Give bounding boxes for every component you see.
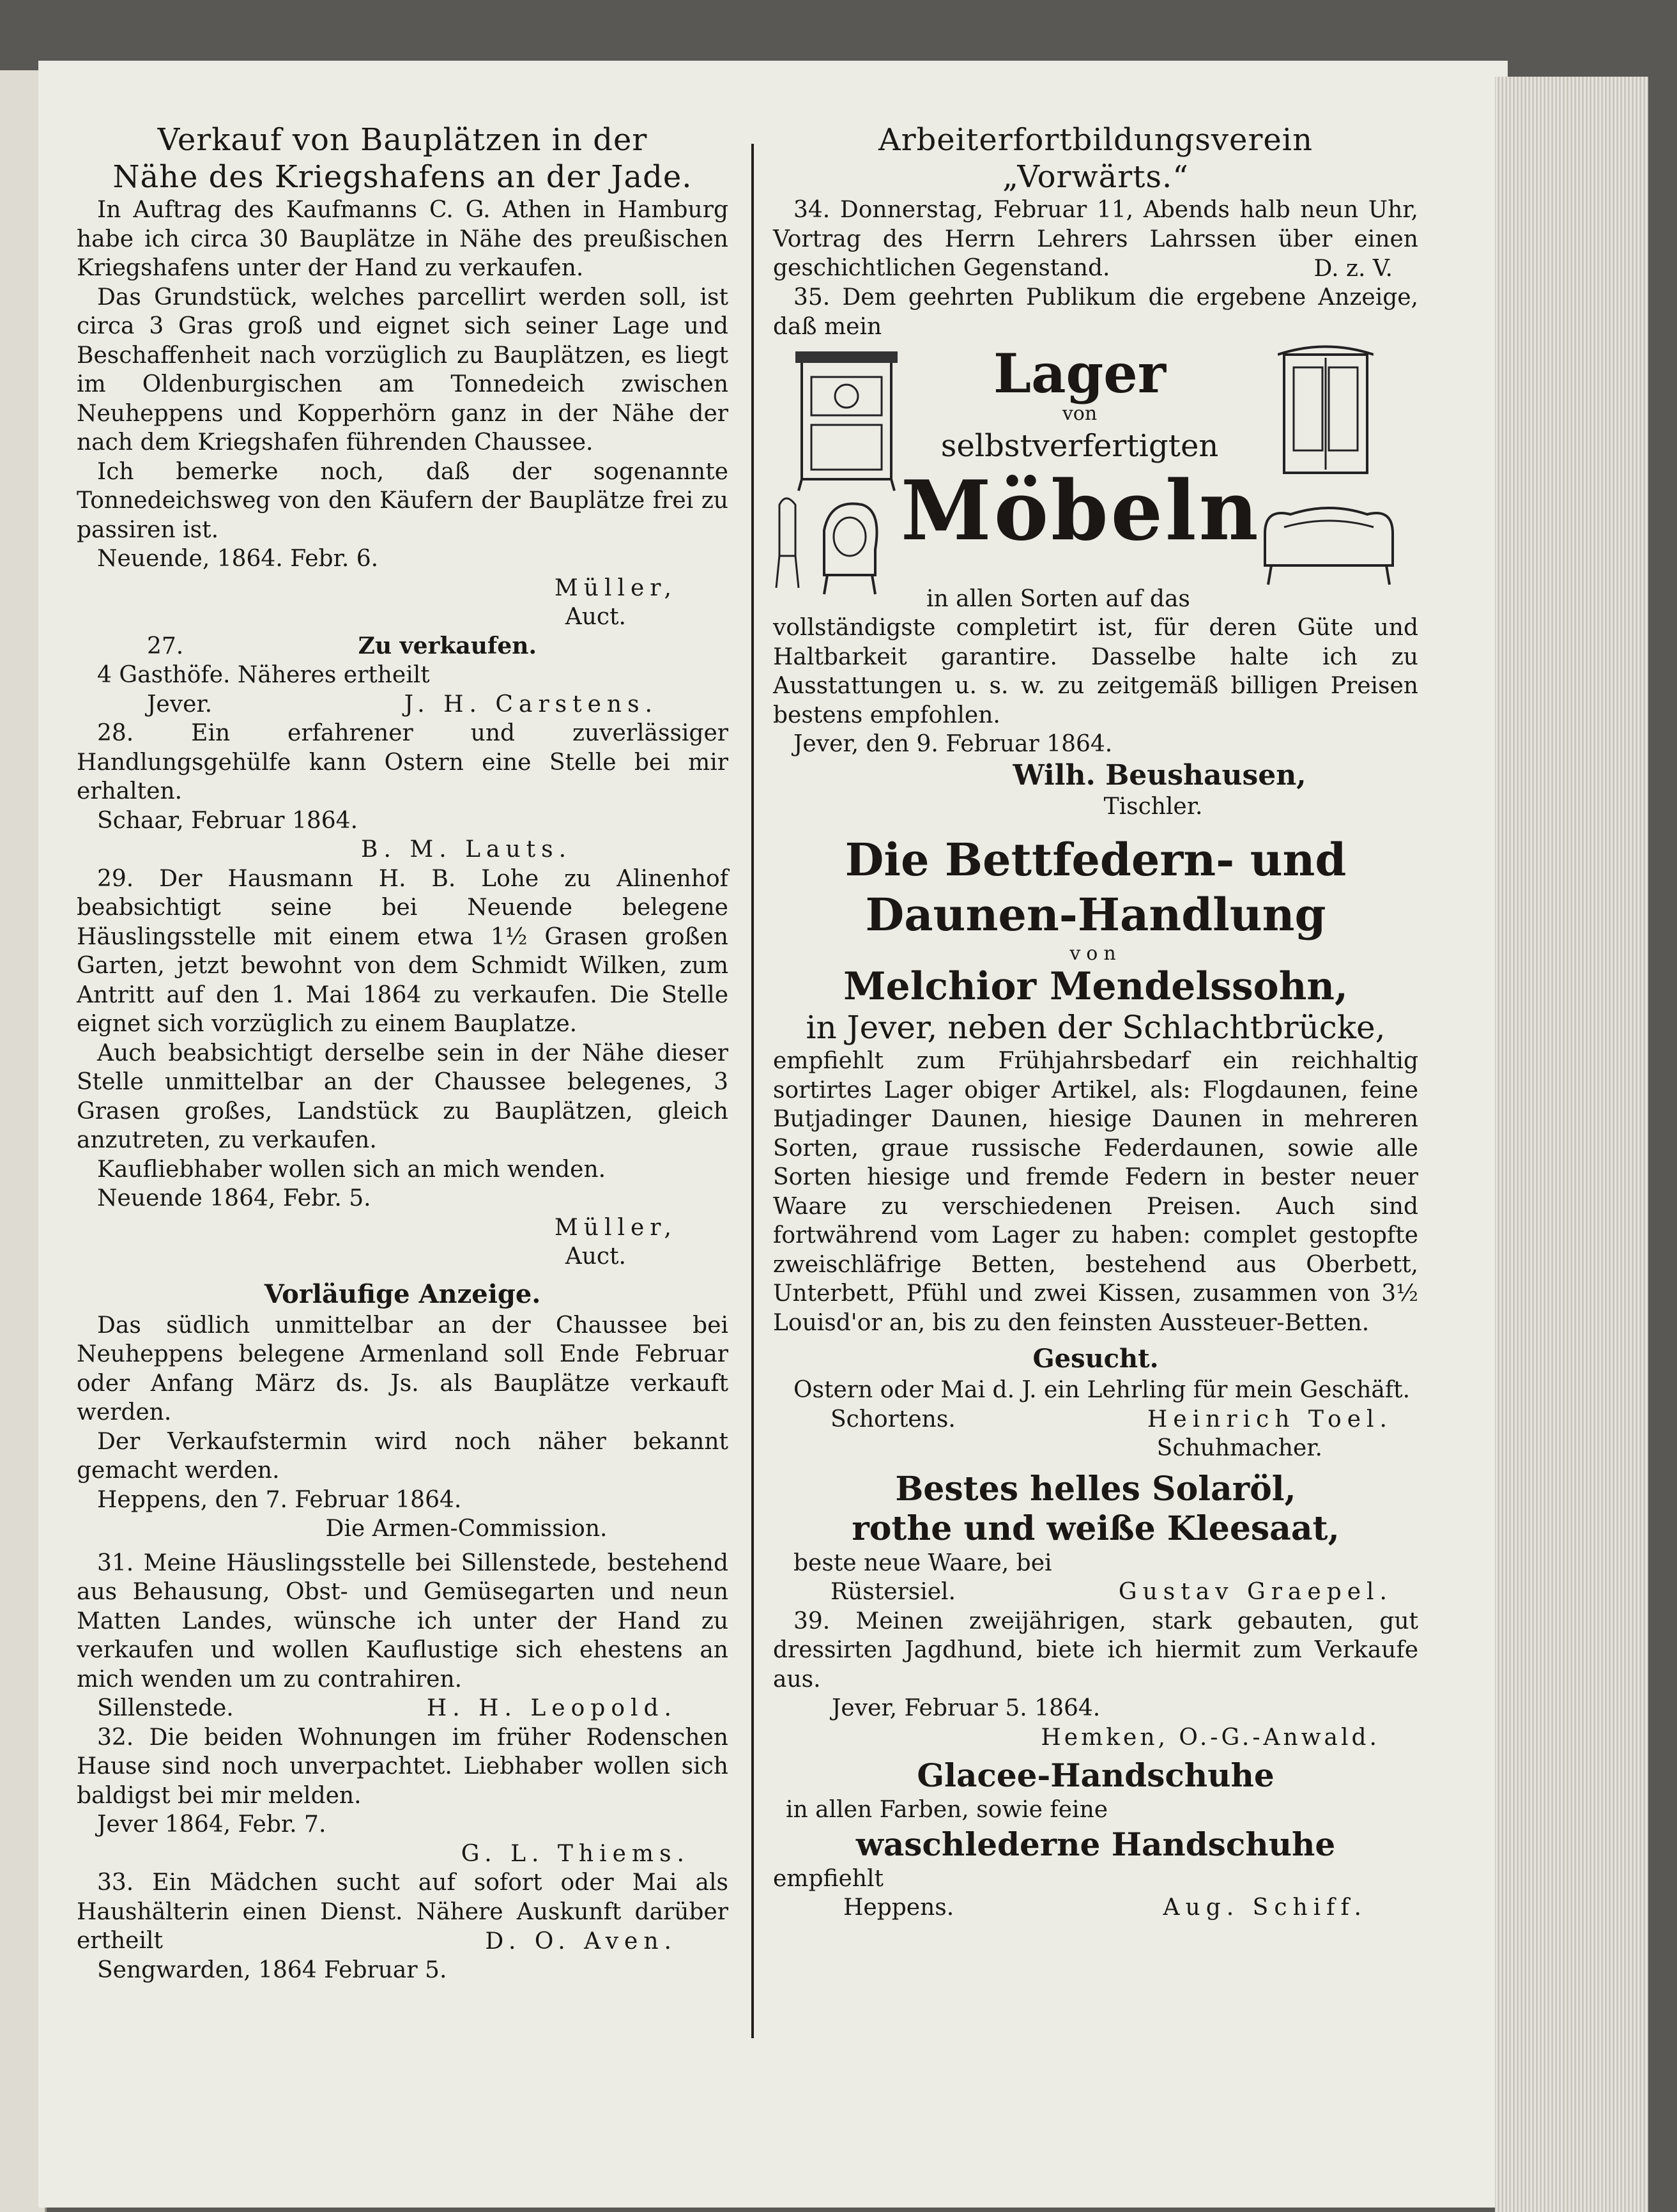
left-column bbox=[77, 121, 728, 1985]
dateline: Heppens, den 7. Februar 1864. bbox=[97, 1486, 462, 1513]
paragraph: Auch beabsichtigt derselbe sein in der Nähe dieser Stelle unmittelbar an der Chaussee belegenes, 3 Grasen großes, Landstück zu Bauplätzen, gleich anzutreten, zu verkaufen. bbox=[77, 1040, 728, 1153]
signature: J. H. Carstens. bbox=[404, 691, 658, 718]
paragraph: Kaufliebhaber wollen sich an mich wenden. bbox=[97, 1156, 606, 1183]
signature: Müller, bbox=[554, 574, 677, 601]
signature: Gustav Graepel. bbox=[1118, 1579, 1393, 1605]
paragraph: Ich bemerke noch, daß der sogenannte Tonnedeichsweg von den Käufern der Bauplätze frei zu passiren ist. bbox=[77, 458, 728, 543]
signature: Aug. Schiff. bbox=[1163, 1894, 1367, 1921]
ad-heading: Zu verkaufen. bbox=[358, 632, 537, 659]
place: Heppens. bbox=[843, 1894, 954, 1921]
cabinet-illustration bbox=[792, 351, 901, 492]
signature: Heinrich Toel. bbox=[1147, 1406, 1393, 1432]
heading-bauplaetze-2: Nähe des Kriegshafens an der Jade. bbox=[112, 159, 693, 195]
paragraph: empfiehlt zum Frühjahrsbedarf ein reichhaltig sortirtes Lager obiger Artikel, als: Flogdaunen, feine Butjadinger Daunen, hiesige Daunen in mehreren Sorten, graue russische Federdaunen, sowie alle Sorten hiesige und fremde Federn in bester neuer Waare zu verschiedenen Preisen. Auch sind fortwährend vom Lager zu haben: complet gestopfte zweischläfrige Betten, bestehend aus Oberbett, Unterbett, Pfühl und zwei Kissen, zusammen von 3½ Louisd'or an, bis zu den feinsten Aussteuer-Betten. bbox=[773, 1048, 1418, 1336]
ad-27-header bbox=[77, 632, 728, 661]
signature-line bbox=[773, 1893, 1418, 1923]
signature: G. L. Thiems. bbox=[461, 1840, 690, 1867]
paragraph: Der Verkaufstermin wird noch näher bekannt gemacht werden. bbox=[77, 1428, 728, 1484]
heading-kleesaat: rothe und weiße Kleesaat, bbox=[852, 1509, 1340, 1548]
ad-von: von bbox=[1062, 403, 1098, 425]
signature-title: Auct. bbox=[565, 1243, 626, 1270]
place: Jever. bbox=[147, 691, 213, 718]
signature-title: Schuhmacher. bbox=[1156, 1435, 1322, 1461]
signature: D. O. Aven. bbox=[485, 1928, 677, 1955]
paragraph: 33. Ein Mädchen sucht auf sofort oder Mai als Haushälterin einen Dienst. Nähere Auskunft darüber ertheilt bbox=[77, 1870, 728, 1954]
paragraph: 34. Donnerstag, Februar 11, Abends halb neun Uhr, Vortrag des Herrn Lehrers Lahrssen über einen geschichtlichen Gegenstand. bbox=[773, 197, 1418, 281]
heading-bettfedern: Die Bettfedern- und bbox=[845, 833, 1347, 886]
dateline: Neuende, 1864. Febr. 6. bbox=[97, 546, 379, 572]
heading-vorlaeufige-anzeige: Vorläufige Anzeige. bbox=[264, 1279, 541, 1309]
heading-gesucht: Gesucht. bbox=[1032, 1344, 1159, 1374]
place: Rüstersiel. bbox=[831, 1579, 956, 1605]
signature: Die Armen-Commission. bbox=[325, 1516, 608, 1542]
ad-selbstverfertigten: selbstverfertigten bbox=[940, 428, 1219, 464]
signature: B. M. Lauts. bbox=[360, 836, 572, 863]
merchant-name: Melchior Mendelssohn, bbox=[843, 964, 1348, 1009]
heading-waschlederne: waschlederne Handschuhe bbox=[855, 1825, 1336, 1863]
heading-bauplaetze-1: Verkauf von Bauplätzen in der bbox=[157, 122, 648, 158]
heading-solaroel: Bestes helles Solaröl, bbox=[895, 1469, 1296, 1509]
paragraph: 28. Ein erfahrener und zuverlässiger Handlungsgehülfe kann Ostern eine Stelle bei mir erhalten. bbox=[77, 720, 728, 804]
ad-number: 27. bbox=[147, 633, 184, 659]
paragraph: 29. Der Hausmann H. B. Lohe zu Alinenhof beabsichtigt seine bei Neuende belegene Häuslingsstelle mit einem etwa 1½ Grasen großen Garten, jetzt bewohnt von dem Schmidt Wilken, zum Antritt auf den 1. Mai 1864 zu verkaufen. Die Stelle eignet sich vorzüglich zu einem Bauplatze. bbox=[77, 865, 728, 1037]
signature-title: Tischler. bbox=[1103, 793, 1203, 820]
right-column bbox=[773, 121, 1418, 1923]
signature-line bbox=[773, 1578, 1418, 1607]
wardrobe-illustration bbox=[1278, 345, 1374, 479]
chairs-illustration bbox=[773, 492, 901, 601]
ad-sorten: in allen Sorten auf das bbox=[926, 586, 1190, 612]
paragraph: Das südlich unmittelbar an der Chaussee bei Neuheppens belegene Armenland soll Ende Februar oder Anfang März ds. Js. als Bauplätze verkauft werden. bbox=[77, 1312, 728, 1425]
paragraph: 32. Die beiden Wohnungen im früher Rodenschen Hause sind noch unverpachtet. Liebhaber wollen sich baldigst bei mir melden. bbox=[77, 1724, 728, 1809]
paragraph: 31. Meine Häuslingsstelle bei Sillenstede, bestehend aus Behausung, Obst- und Gemüsegarten und neun Matten Landes, wünsche ich unter der Hand zu verkaufen und wollen Kauflustige sich ehestens an mich wenden um zu contrahiren. bbox=[77, 1549, 728, 1693]
paragraph: in allen Farben, sowie feine bbox=[786, 1797, 1108, 1823]
text-von: von bbox=[1069, 942, 1122, 965]
signature: D. z. V. bbox=[1313, 255, 1393, 282]
paragraph: 4 Gasthöfe. Näheres ertheilt bbox=[97, 662, 430, 688]
signature-line bbox=[77, 1694, 728, 1723]
signature-line bbox=[773, 1405, 1418, 1434]
sofa-illustration bbox=[1259, 502, 1399, 591]
signature: Müller, bbox=[554, 1214, 677, 1241]
paragraph: In Auftrag des Kaufmanns C. G. Athen in Hamburg habe ich circa 30 Bauplätze in Nähe des preußischen Kriegshafens unter der Hand zu verkaufen. bbox=[77, 197, 728, 281]
signature: Wilh. Beushausen, bbox=[1013, 758, 1306, 792]
place: Schortens. bbox=[831, 1406, 956, 1432]
paragraph: 39. Meinen zweijährigen, stark gebauten, gut dressirten Jagdhund, biete ich hiermit zum Verkaufe aus. bbox=[773, 1608, 1418, 1693]
heading-daunen-handlung: Daunen-Handlung bbox=[865, 888, 1326, 941]
paragraph: beste neue Waare, bei bbox=[793, 1549, 1052, 1576]
paragraph: Ostern oder Mai d. J. ein Lehrling für mein Geschäft. bbox=[793, 1377, 1411, 1403]
paragraph: vollständigste completirt ist, für deren Güte und Haltbarkeit garantire. Dasselbe halte ich zu Ausstattungen u. s. w. zu zeitgemäß billigen Preisen bestens empfohlen. bbox=[773, 615, 1418, 728]
signature-title: Auct. bbox=[565, 604, 626, 630]
paragraph: 35. Dem geehrten Publikum die ergebene Anzeige, daß mein bbox=[773, 284, 1418, 340]
heading-vorwaerts: „Vorwärts.“ bbox=[1002, 159, 1189, 195]
heading-arbeiterverein: Arbeiterfortbildungsverein bbox=[878, 122, 1313, 158]
signature: H. H. Leopold. bbox=[426, 1695, 677, 1721]
dateline: Neuende 1864, Febr. 5. bbox=[97, 1185, 371, 1211]
dateline: Jever, den 9. Februar 1864. bbox=[793, 731, 1113, 757]
place: Sillenstede. bbox=[97, 1695, 234, 1721]
heading-glacee: Glacee-Handschuhe bbox=[917, 1756, 1275, 1794]
merchant-location: in Jever, neben der Schlachtbrücke, bbox=[806, 1009, 1386, 1046]
dateline: Sengwarden, 1864 Februar 5. bbox=[97, 1957, 447, 1983]
page-stack-edge bbox=[1495, 77, 1648, 2212]
column-divider bbox=[751, 144, 754, 2038]
paragraph: empfiehlt bbox=[773, 1865, 884, 1892]
dateline: Jever, Februar 5. 1864. bbox=[832, 1695, 1101, 1721]
dateline: Jever 1864, Febr. 7. bbox=[97, 1811, 326, 1838]
furniture-advertisement bbox=[773, 342, 1418, 613]
paragraph: Das Grundstück, welches parcellirt werden soll, ist circa 3 Gras groß und eignet sich seiner Lage und Beschaffenheit nach vorzüglich zu Bauplätzen, es liegt im Oldenburgischen am Tonnedeich zwischen Neuheppens und Kopperhörn ganz in der Nähe der nach dem Kriegshafen führenden Chaussee. bbox=[77, 284, 728, 456]
ad-moebeln: Möbeln bbox=[901, 463, 1261, 559]
ad-lager: Lager bbox=[993, 342, 1166, 405]
signature: Hemken, O.-G.-Anwald. bbox=[1041, 1724, 1380, 1751]
signature-line bbox=[77, 690, 728, 719]
dateline: Schaar, Februar 1864. bbox=[97, 807, 358, 834]
